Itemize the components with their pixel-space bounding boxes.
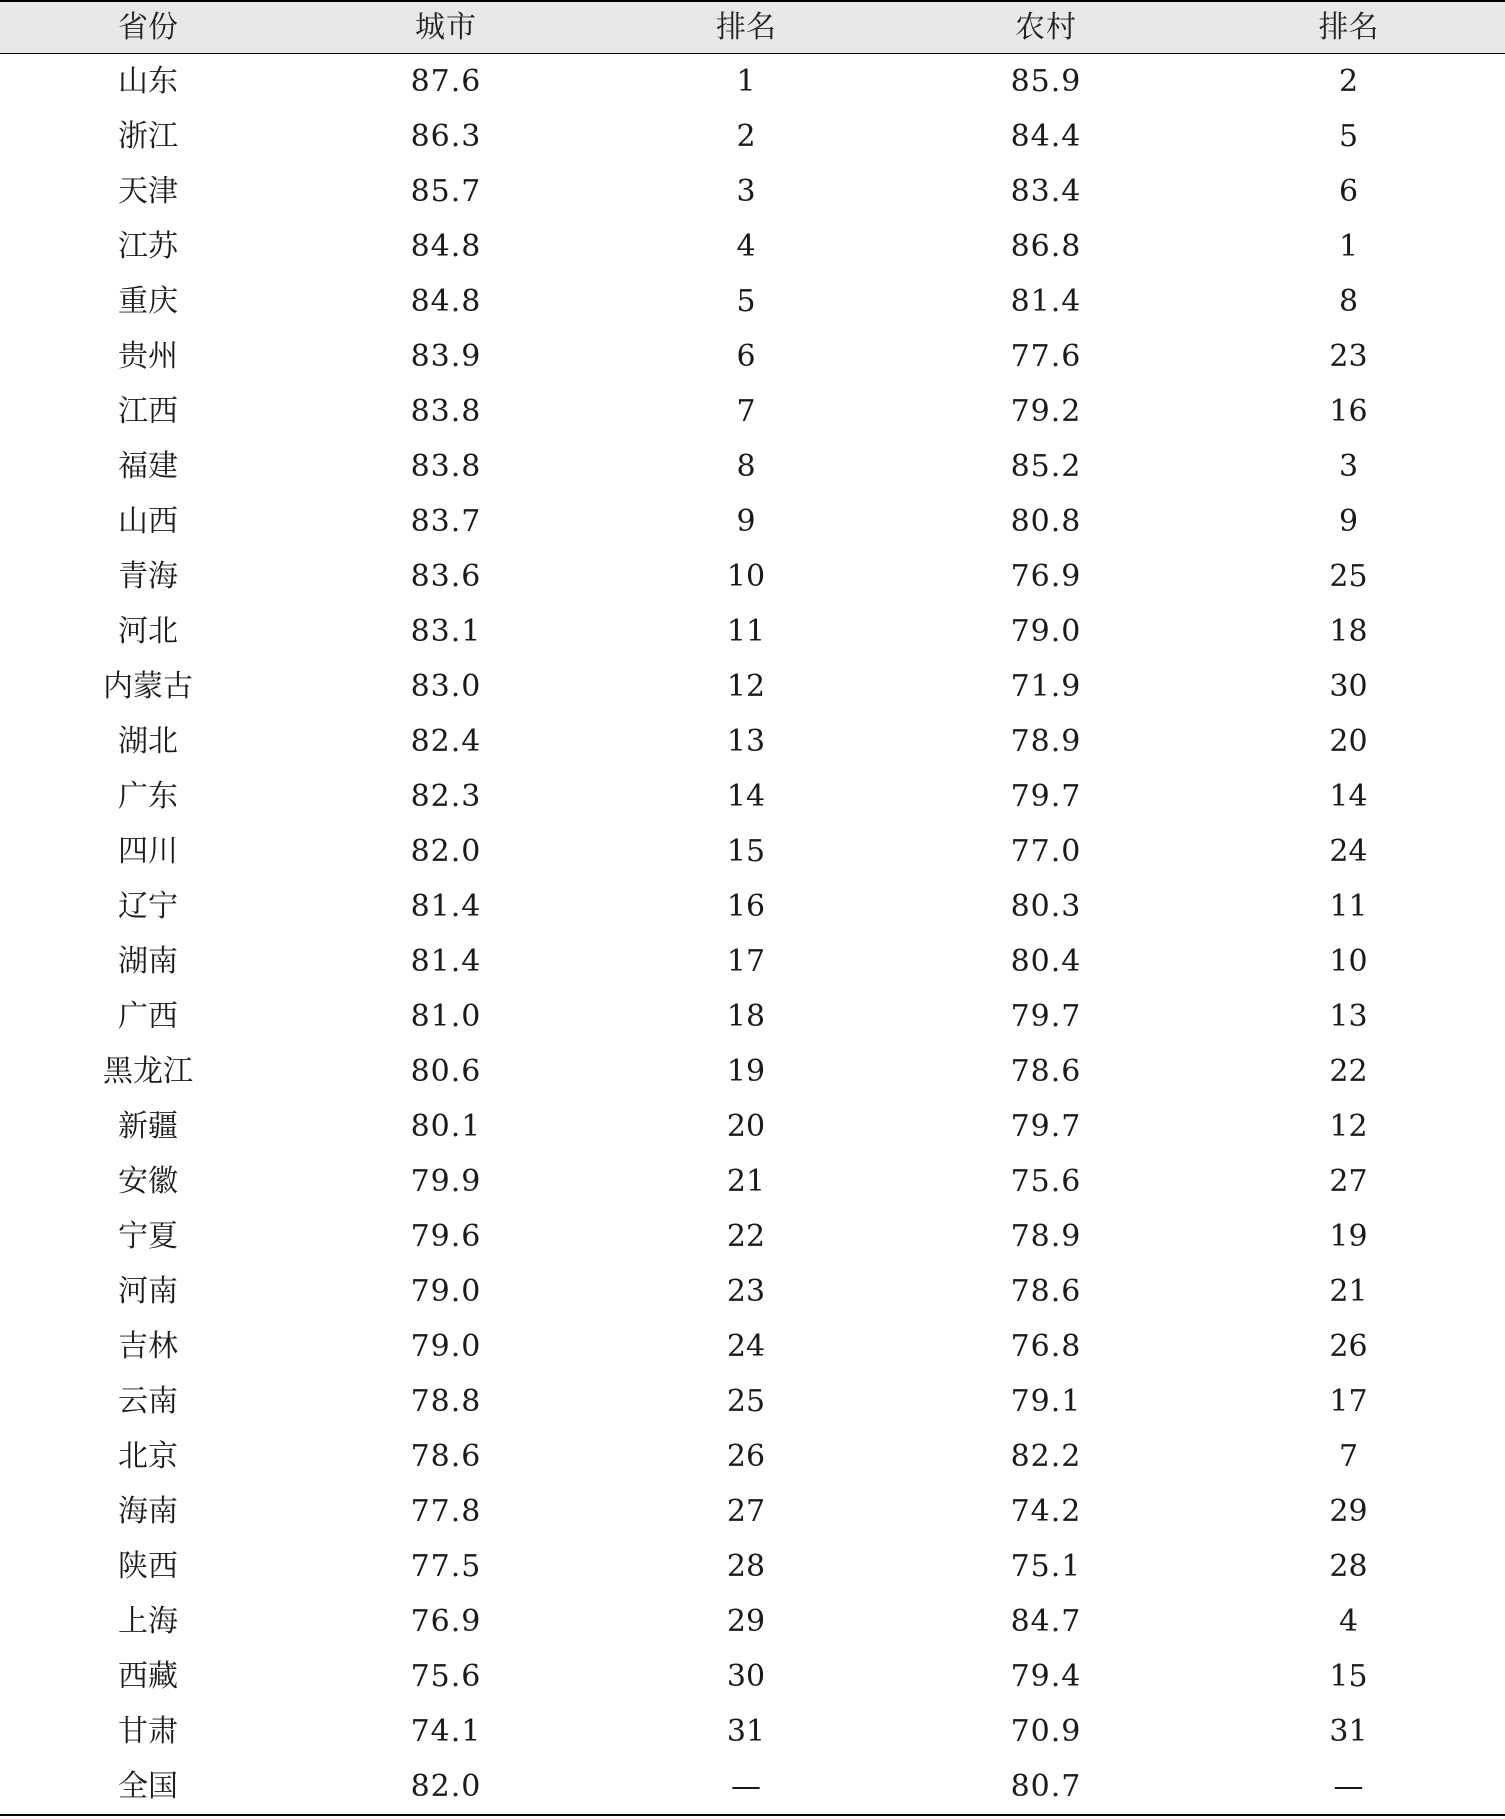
city-value-cell: 81.0 bbox=[410, 998, 482, 1034]
province-cell: 河北 bbox=[118, 613, 178, 649]
rural-value-cell: 79.1 bbox=[1010, 1383, 1082, 1419]
city-value-cell: 83.1 bbox=[410, 613, 482, 649]
city-value-cell: 74.1 bbox=[410, 1713, 482, 1749]
city-value-cell: 85.7 bbox=[410, 173, 482, 209]
table-row bbox=[0, 1319, 1505, 1374]
city-rank-cell: 28 bbox=[726, 1548, 766, 1584]
city-rank-cell: 19 bbox=[726, 1053, 766, 1089]
province-cell: 江苏 bbox=[118, 228, 178, 264]
header-rural-rank: 排名 bbox=[1318, 9, 1379, 45]
province-cell: 北京 bbox=[118, 1438, 178, 1474]
city-value-cell: 78.6 bbox=[410, 1438, 482, 1474]
rural-value-cell: 80.8 bbox=[1010, 503, 1082, 539]
table-row bbox=[0, 769, 1505, 824]
table-row bbox=[0, 1374, 1505, 1429]
province-cell: 重庆 bbox=[118, 283, 178, 319]
rural-rank-cell: 25 bbox=[1329, 558, 1368, 594]
city-value-cell: 83.8 bbox=[410, 448, 482, 484]
rural-value-cell: 78.9 bbox=[1010, 723, 1082, 759]
rural-rank-cell: 8 bbox=[1338, 283, 1359, 319]
header-province: 省份 bbox=[118, 9, 178, 45]
rural-rank-cell: 29 bbox=[1329, 1493, 1368, 1529]
city-rank-cell: 23 bbox=[726, 1273, 766, 1309]
rural-rank-cell: 6 bbox=[1338, 173, 1359, 209]
table-body bbox=[0, 54, 1505, 1814]
city-rank-cell: 9 bbox=[736, 503, 756, 539]
rural-rank-cell: 12 bbox=[1329, 1108, 1368, 1144]
city-rank-cell: 15 bbox=[726, 833, 766, 869]
province-cell: 天津 bbox=[118, 173, 178, 209]
city-rank-cell: 20 bbox=[726, 1108, 766, 1144]
city-rank-cell: 25 bbox=[726, 1383, 766, 1419]
rural-rank-cell: 20 bbox=[1329, 723, 1368, 759]
table-row bbox=[0, 329, 1505, 384]
city-value-cell: 84.8 bbox=[410, 283, 482, 319]
city-rank-cell: 2 bbox=[736, 118, 756, 154]
city-value-cell: 81.4 bbox=[410, 888, 482, 924]
province-cell: 辽宁 bbox=[118, 888, 178, 924]
rural-rank-cell: 9 bbox=[1338, 503, 1359, 539]
city-rank-cell: 4 bbox=[736, 228, 756, 264]
rural-rank-cell: 2 bbox=[1338, 63, 1359, 99]
city-rank-cell: 6 bbox=[736, 338, 756, 374]
rural-value-cell: 79.7 bbox=[1010, 778, 1082, 814]
city-value-cell: 86.3 bbox=[410, 118, 482, 154]
province-cell: 浙江 bbox=[118, 118, 178, 154]
province-cell: 山西 bbox=[118, 503, 178, 539]
table-row bbox=[0, 54, 1505, 109]
city-rank-cell: 18 bbox=[726, 998, 766, 1034]
table-row bbox=[0, 1044, 1505, 1099]
bottom-rule bbox=[0, 1814, 1505, 1816]
province-cell: 河南 bbox=[118, 1273, 178, 1309]
province-cell: 新疆 bbox=[118, 1108, 178, 1144]
province-cell: 山东 bbox=[118, 63, 178, 99]
rural-value-cell: 77.6 bbox=[1010, 338, 1082, 374]
table-row bbox=[0, 1484, 1505, 1539]
rural-rank-cell: 14 bbox=[1329, 778, 1368, 814]
province-cell: 西藏 bbox=[118, 1658, 178, 1694]
rural-value-cell: 83.4 bbox=[1010, 173, 1082, 209]
province-cell: 贵州 bbox=[118, 338, 178, 374]
city-value-cell: 83.9 bbox=[410, 338, 482, 374]
city-rank-cell: 30 bbox=[726, 1658, 766, 1694]
province-cell: 安徽 bbox=[118, 1163, 178, 1199]
city-value-cell: 83.7 bbox=[410, 503, 482, 539]
city-rank-cell: 11 bbox=[726, 613, 766, 649]
rural-value-cell: 79.7 bbox=[1010, 1108, 1082, 1144]
city-rank-cell: 10 bbox=[726, 558, 766, 594]
table-row bbox=[0, 384, 1505, 439]
rural-value-cell: 78.6 bbox=[1010, 1053, 1082, 1089]
table-row bbox=[0, 1759, 1505, 1814]
city-rank-cell: 17 bbox=[726, 943, 766, 979]
rural-value-cell: 80.3 bbox=[1010, 888, 1082, 924]
table-row bbox=[0, 1099, 1505, 1154]
rural-rank-cell: 22 bbox=[1329, 1053, 1368, 1089]
rural-rank-cell: 18 bbox=[1329, 613, 1368, 649]
rural-value-cell: 79.7 bbox=[1010, 998, 1082, 1034]
rural-rank-cell: 15 bbox=[1329, 1658, 1368, 1694]
table-row bbox=[0, 714, 1505, 769]
rural-rank-cell: 26 bbox=[1329, 1328, 1368, 1364]
city-rank-cell: 3 bbox=[736, 173, 756, 209]
city-value-cell: 83.0 bbox=[410, 668, 482, 704]
rural-value-cell: 82.2 bbox=[1010, 1438, 1082, 1474]
city-rank-cell: 29 bbox=[726, 1603, 766, 1639]
rural-value-cell: 75.6 bbox=[1010, 1163, 1082, 1199]
city-value-cell: 84.8 bbox=[410, 228, 482, 264]
city-value-cell: 82.0 bbox=[410, 833, 482, 869]
rural-value-cell: 86.8 bbox=[1010, 228, 1082, 264]
city-value-cell: 77.5 bbox=[410, 1548, 482, 1584]
table-row bbox=[0, 659, 1505, 714]
city-rank-cell: 13 bbox=[726, 723, 766, 759]
city-rank-cell: 5 bbox=[736, 283, 756, 319]
table-row bbox=[0, 1264, 1505, 1319]
rural-rank-cell: 7 bbox=[1338, 1438, 1359, 1474]
table-row bbox=[0, 1704, 1505, 1759]
header-city-rank: 排名 bbox=[716, 9, 776, 45]
rural-value-cell: 85.9 bbox=[1010, 63, 1082, 99]
province-cell: 黑龙江 bbox=[103, 1053, 193, 1089]
rural-value-cell: 81.4 bbox=[1010, 283, 1082, 319]
rural-rank-cell: 28 bbox=[1329, 1548, 1368, 1584]
table-row bbox=[0, 164, 1505, 219]
city-value-cell: 80.6 bbox=[410, 1053, 482, 1089]
city-rank-cell: 1 bbox=[736, 63, 756, 99]
rural-rank-cell: 1 bbox=[1338, 228, 1359, 264]
table-row bbox=[0, 1594, 1505, 1649]
province-cell: 青海 bbox=[118, 558, 178, 594]
rural-value-cell: 80.4 bbox=[1010, 943, 1082, 979]
rural-rank-cell: 24 bbox=[1329, 833, 1368, 869]
province-cell: 江西 bbox=[118, 393, 178, 429]
rural-rank-cell: 30 bbox=[1329, 668, 1368, 704]
table-row bbox=[0, 219, 1505, 274]
rural-value-cell: 79.4 bbox=[1010, 1658, 1082, 1694]
city-rank-cell: 16 bbox=[726, 888, 766, 924]
city-rank-cell: 26 bbox=[726, 1438, 766, 1474]
table-row bbox=[0, 439, 1505, 494]
province-cell: 陕西 bbox=[118, 1548, 178, 1584]
rural-value-cell: 77.0 bbox=[1010, 833, 1082, 869]
table-row bbox=[0, 274, 1505, 329]
province-cell: 海南 bbox=[118, 1493, 178, 1529]
table-row bbox=[0, 824, 1505, 879]
province-cell: 广东 bbox=[118, 778, 178, 814]
province-cell: 湖南 bbox=[118, 943, 178, 979]
table-row bbox=[0, 109, 1505, 164]
province-cell: 云南 bbox=[118, 1383, 178, 1419]
table-header bbox=[0, 0, 1505, 54]
rural-value-cell: 74.2 bbox=[1010, 1493, 1082, 1529]
rural-rank-cell: 27 bbox=[1329, 1163, 1368, 1199]
province-cell: 全国 bbox=[118, 1768, 178, 1804]
rural-rank-cell: 13 bbox=[1329, 998, 1368, 1034]
table-row bbox=[0, 1539, 1505, 1594]
city-value-cell: 75.6 bbox=[410, 1658, 482, 1694]
rural-rank-cell: 21 bbox=[1329, 1273, 1368, 1309]
rural-rank-cell: 10 bbox=[1329, 943, 1368, 979]
rural-value-cell: 70.9 bbox=[1010, 1713, 1082, 1749]
city-value-cell: 81.4 bbox=[410, 943, 482, 979]
province-cell: 宁夏 bbox=[118, 1218, 178, 1254]
rural-rank-cell: 31 bbox=[1329, 1713, 1368, 1749]
province-cell: 福建 bbox=[118, 448, 178, 484]
header-city: 城市 bbox=[415, 9, 477, 45]
city-value-cell: 83.6 bbox=[410, 558, 482, 594]
province-cell: 广西 bbox=[118, 998, 178, 1034]
rural-rank-cell: 11 bbox=[1329, 888, 1368, 924]
table-row bbox=[0, 1649, 1505, 1704]
rural-rank-cell: — bbox=[1333, 1768, 1364, 1804]
header-rural: 农村 bbox=[1015, 9, 1077, 45]
rural-value-cell: 75.1 bbox=[1010, 1548, 1082, 1584]
table-row bbox=[0, 549, 1505, 604]
rural-rank-cell: 5 bbox=[1338, 118, 1359, 154]
city-rank-cell: 27 bbox=[726, 1493, 766, 1529]
rural-value-cell: 80.7 bbox=[1010, 1768, 1082, 1804]
table-row bbox=[0, 989, 1505, 1044]
rural-rank-cell: 3 bbox=[1338, 448, 1359, 484]
province-cell: 吉林 bbox=[118, 1328, 178, 1364]
rural-value-cell: 84.7 bbox=[1010, 1603, 1082, 1639]
table-row bbox=[0, 1209, 1505, 1264]
rural-value-cell: 79.0 bbox=[1010, 613, 1082, 649]
rural-rank-cell: 19 bbox=[1329, 1218, 1368, 1254]
province-cell: 湖北 bbox=[118, 723, 178, 759]
city-value-cell: 79.0 bbox=[410, 1328, 482, 1364]
table-row bbox=[0, 934, 1505, 989]
province-cell: 四川 bbox=[118, 833, 178, 869]
city-rank-cell: 22 bbox=[726, 1218, 766, 1254]
city-value-cell: 78.8 bbox=[410, 1383, 482, 1419]
city-rank-cell: 31 bbox=[726, 1713, 766, 1749]
table-row bbox=[0, 604, 1505, 659]
province-cell: 内蒙古 bbox=[103, 668, 193, 704]
city-value-cell: 79.9 bbox=[410, 1163, 482, 1199]
rural-value-cell: 76.9 bbox=[1010, 558, 1082, 594]
city-rank-cell: 24 bbox=[726, 1328, 766, 1364]
province-cell: 上海 bbox=[118, 1603, 178, 1639]
city-rank-cell: 7 bbox=[736, 393, 756, 429]
city-rank-cell: 14 bbox=[726, 778, 766, 814]
city-rank-cell: 8 bbox=[736, 448, 756, 484]
rural-value-cell: 71.9 bbox=[1010, 668, 1082, 704]
city-rank-cell: 21 bbox=[726, 1163, 766, 1199]
rural-value-cell: 76.8 bbox=[1010, 1328, 1082, 1364]
city-value-cell: 79.6 bbox=[410, 1218, 482, 1254]
city-value-cell: 87.6 bbox=[410, 63, 482, 99]
table-row bbox=[0, 1154, 1505, 1209]
city-value-cell: 83.8 bbox=[410, 393, 482, 429]
rural-rank-cell: 4 bbox=[1338, 1603, 1359, 1639]
rural-value-cell: 85.2 bbox=[1010, 448, 1082, 484]
city-value-cell: 82.0 bbox=[410, 1768, 482, 1804]
city-value-cell: 77.8 bbox=[410, 1493, 482, 1529]
city-value-cell: 82.4 bbox=[410, 723, 482, 759]
rural-value-cell: 79.2 bbox=[1010, 393, 1082, 429]
city-value-cell: 76.9 bbox=[410, 1603, 482, 1639]
rural-rank-cell: 23 bbox=[1329, 338, 1368, 374]
table-row bbox=[0, 879, 1505, 934]
city-rank-cell: — bbox=[731, 1768, 761, 1804]
city-value-cell: 82.3 bbox=[410, 778, 482, 814]
rural-rank-cell: 17 bbox=[1329, 1383, 1368, 1419]
rural-value-cell: 84.4 bbox=[1010, 118, 1082, 154]
city-value-cell: 80.1 bbox=[410, 1108, 482, 1144]
city-rank-cell: 12 bbox=[726, 668, 766, 704]
city-value-cell: 79.0 bbox=[410, 1273, 482, 1309]
rural-value-cell: 78.9 bbox=[1010, 1218, 1082, 1254]
table-row bbox=[0, 494, 1505, 549]
province-cell: 甘肃 bbox=[118, 1713, 178, 1749]
rural-rank-cell: 16 bbox=[1329, 393, 1368, 429]
table-row bbox=[0, 1429, 1505, 1484]
rural-value-cell: 78.6 bbox=[1010, 1273, 1082, 1309]
